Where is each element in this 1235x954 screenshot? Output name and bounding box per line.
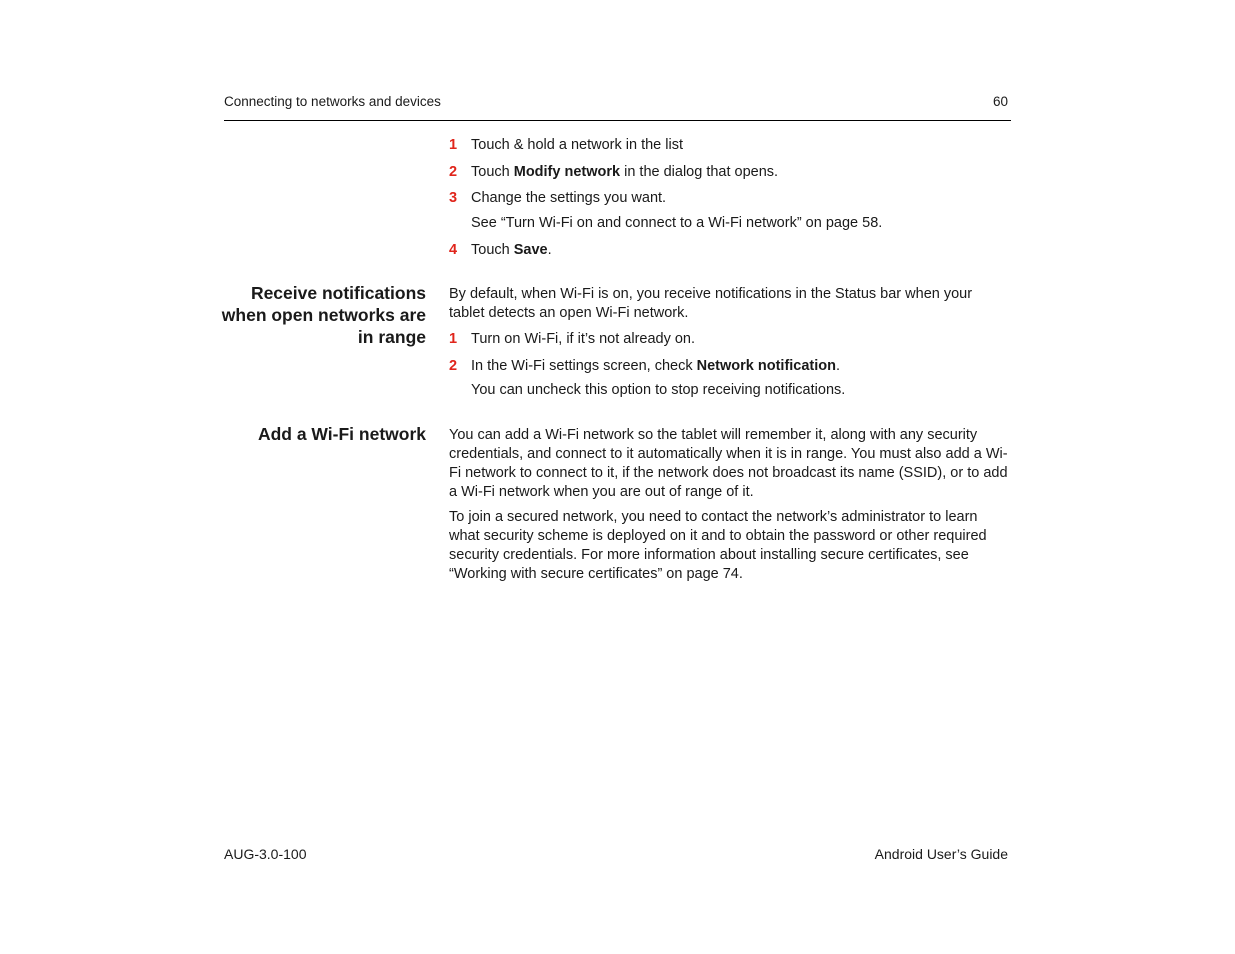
step-text: Turn on Wi-Fi, if it’s not already on. (471, 331, 696, 347)
step-note: See “Turn Wi-Fi on and connect to a Wi-Fi network” on page 58. (471, 215, 883, 231)
header-rule (224, 120, 1011, 121)
modify-network-term: Modify network (513, 164, 621, 180)
step-text: Change the settings you want. (471, 190, 667, 206)
step-number: 1 (449, 331, 458, 347)
step-number: 4 (449, 242, 458, 258)
step-number: 2 (449, 164, 458, 180)
page-number: 60 (992, 94, 1008, 109)
footer-doc-title: Android User’s Guide (874, 846, 1008, 862)
step-text: Touch Modify network in the dialog that opens. (471, 164, 779, 180)
step-text: Touch & hold a network in the list (471, 137, 683, 153)
add-wifi-paragraph-1: You can add a Wi-Fi network so the tablet will remember it, along with any security credentials, and connect to it automatically when it is in range. You must also add a Wi-Fi network to connect to it, if the network does not broadcast its name (SSID), or to add a Wi-Fi network when you are out of range of it. (449, 427, 1008, 500)
save-term: Save (513, 242, 548, 258)
step-number: 2 (449, 358, 458, 374)
add-wifi-paragraph-2: To join a secured network, you need to contact the network’s administrator to learn what security scheme is deployed on it and to obtain the password or other required security credentials. For more information about installing secure certificates, see “Working with secure certificates” on page 74. (449, 509, 987, 582)
section-heading-add-wifi-network: Add a Wi-Fi network (257, 424, 426, 444)
receive-intro-paragraph: By default, when Wi-Fi is on, you receive notifications in the Status bar when your tablet detects an open Wi-Fi network. (449, 286, 973, 321)
step-number: 3 (449, 190, 458, 206)
footer-doc-id: AUG-3.0-100 (224, 846, 307, 862)
network-notification-term: Network notification (696, 358, 837, 374)
running-header-title: Connecting to networks and devices (224, 94, 441, 109)
step-number: 1 (449, 137, 458, 153)
step-text: Touch Save. (471, 242, 552, 258)
step-note: You can uncheck this option to stop receiving notifications. (471, 382, 846, 398)
step-text: In the Wi-Fi settings screen, check Network notification. (471, 358, 841, 374)
section-heading-receive-notifications: Receive notifications when open networks are in range (221, 283, 426, 347)
